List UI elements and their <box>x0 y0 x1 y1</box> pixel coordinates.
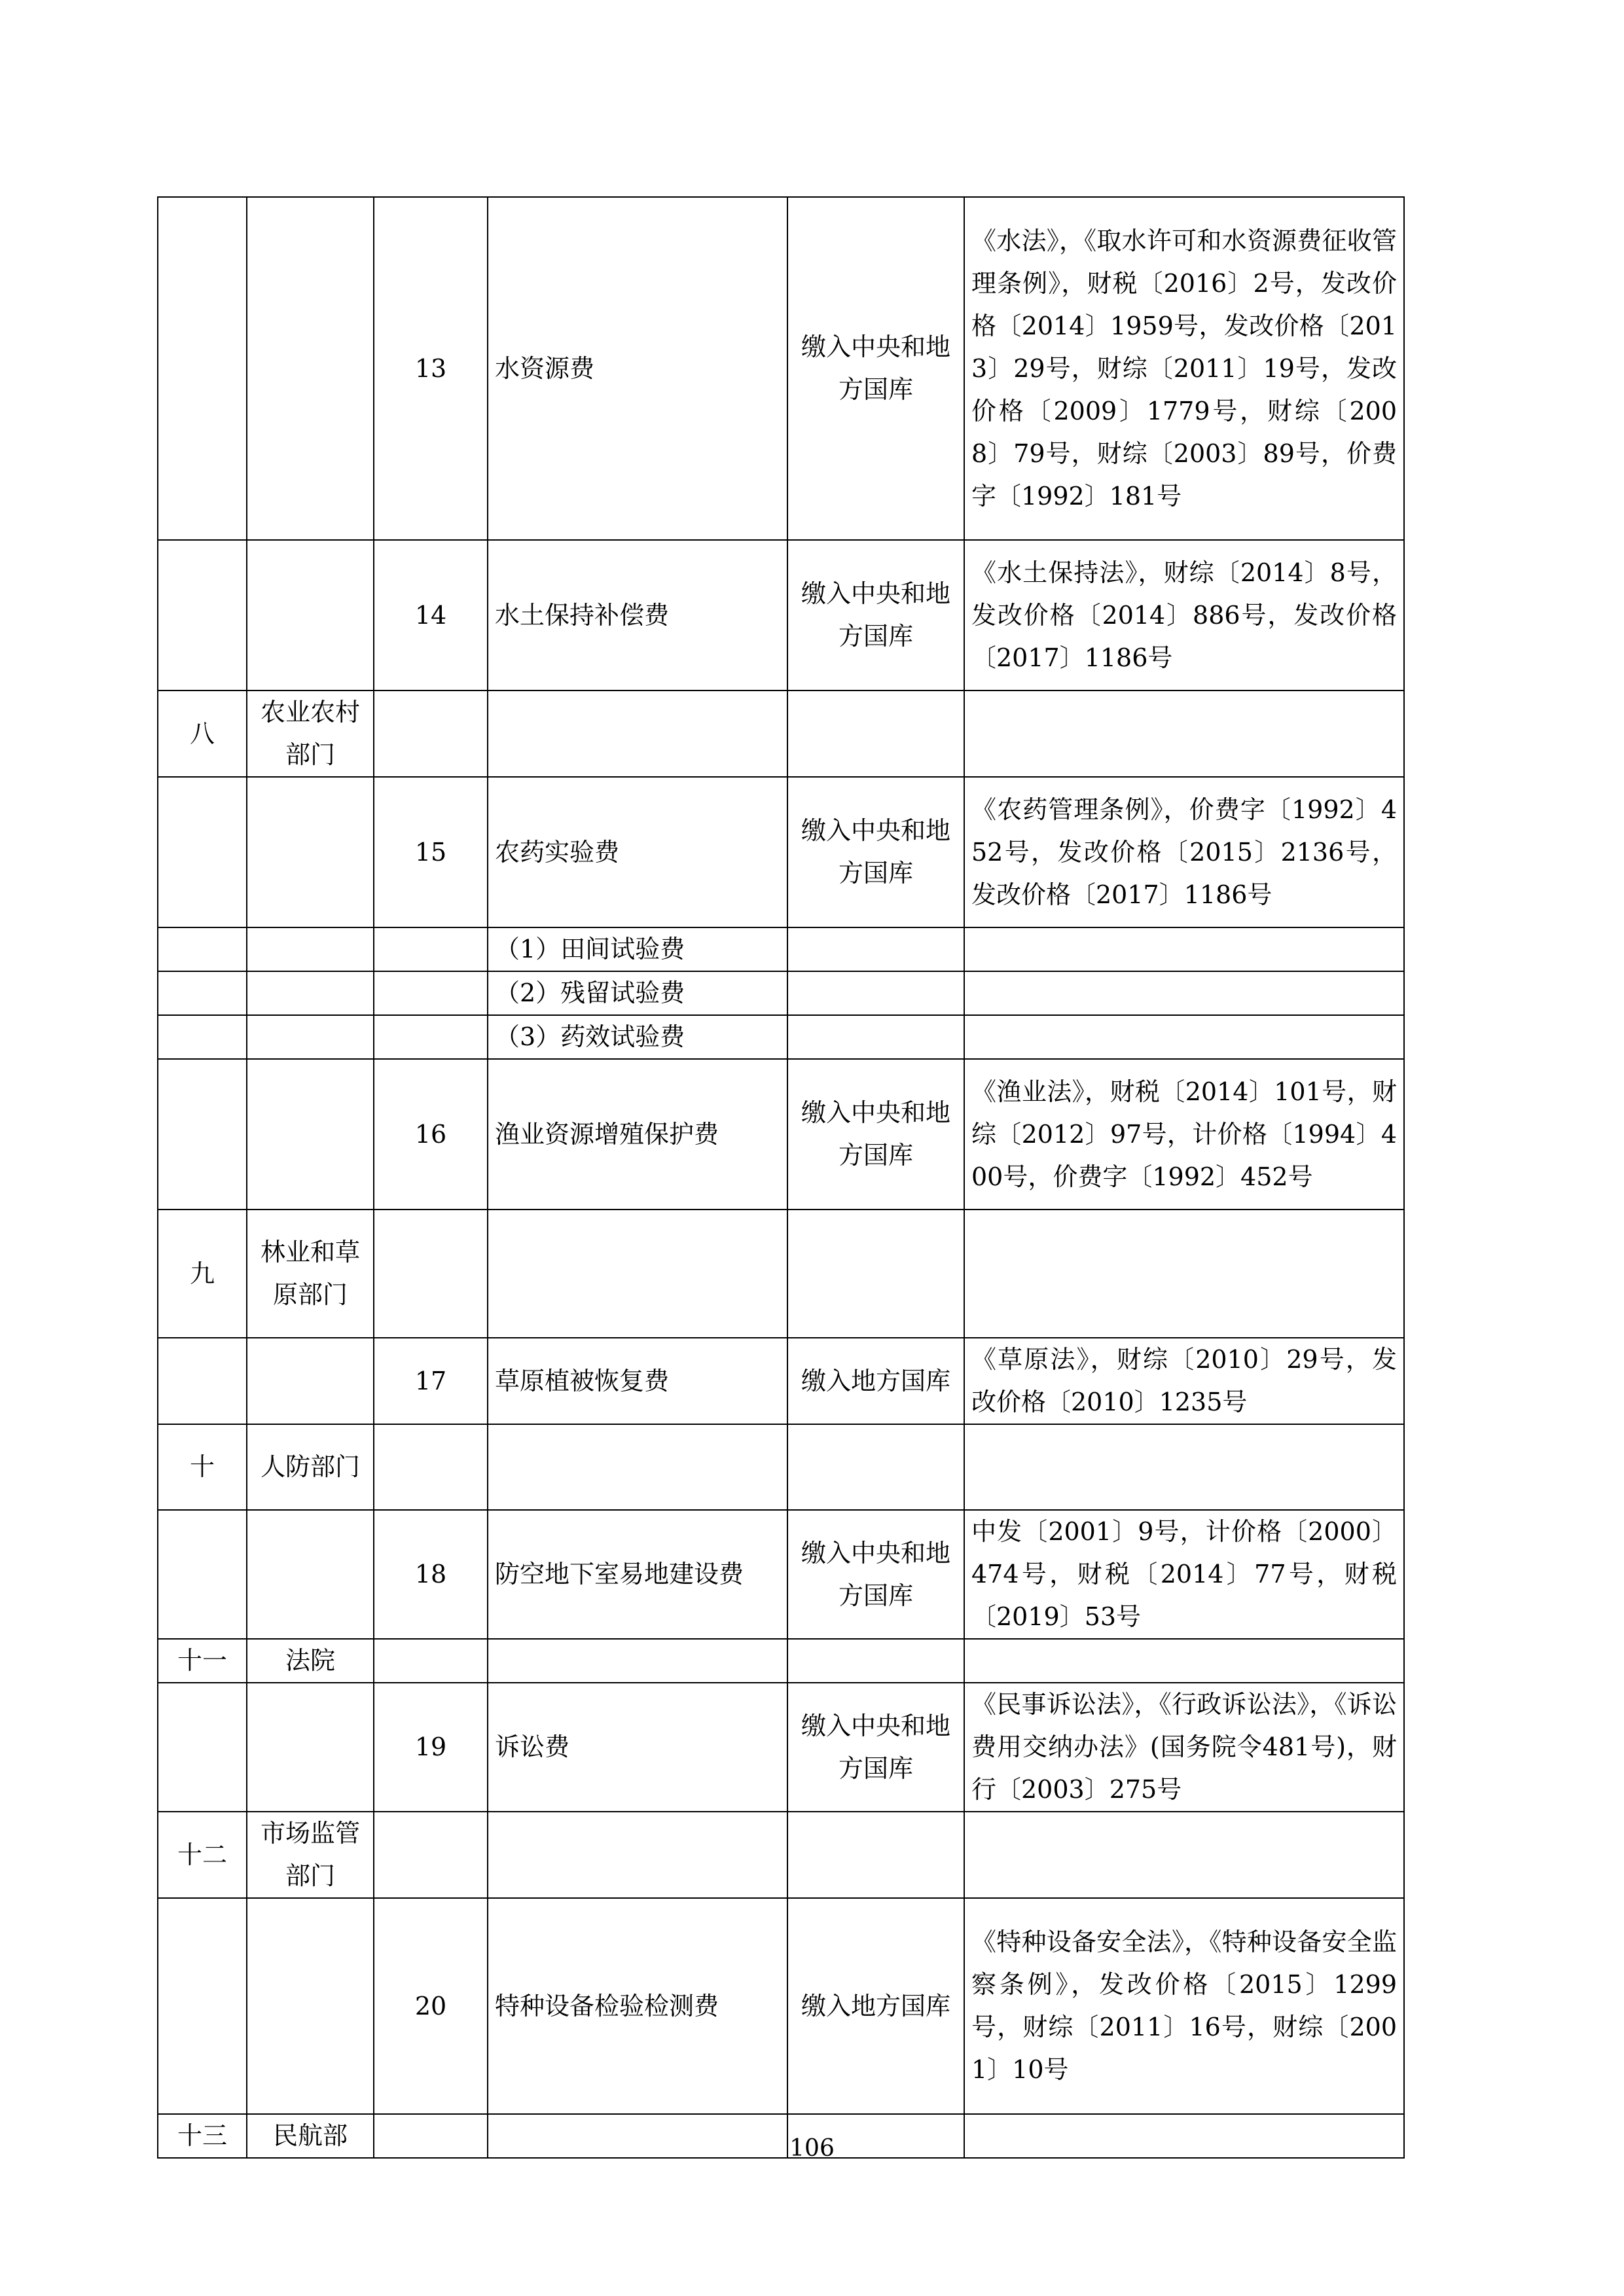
cell-text: 缴入中央和地方国库 <box>801 332 950 404</box>
row-department-cell <box>247 1015 374 1059</box>
item-number-cell <box>374 691 488 777</box>
fee-name-cell <box>488 971 787 1015</box>
row-department-cell <box>247 691 374 777</box>
fee-name-cell <box>488 1639 787 1683</box>
cell-text: （1）田间试验费 <box>495 935 685 963</box>
cell-text: 缴入中央和地方国库 <box>801 579 950 651</box>
table-row <box>158 777 1404 927</box>
cell-text: 中发〔2001〕9号，计价格〔2000〕474号，财税〔2014〕77号，财税〔2019〕53号 <box>971 1517 1397 1631</box>
cell-text: 防空地下室易地建设费 <box>495 1560 744 1588</box>
basis-cell <box>964 1510 1404 1639</box>
fee-name-cell <box>488 1059 787 1210</box>
cell-text: 《民事诉讼法》，《行政诉讼法》，《诉讼费用交纳办法》(国务院令481号)，财行〔2003〕275号 <box>971 1690 1397 1804</box>
cell-text: 13 <box>414 353 447 383</box>
cell-text: 《渔业法》，财税〔2014〕101号，财综〔2012〕97号，计价格〔1994〕400号，价费字〔1992〕452号 <box>971 1077 1397 1191</box>
treasury-cell <box>787 1510 964 1639</box>
cell-text: 缴入地方国库 <box>801 1991 950 2020</box>
cell-text: 缴入地方国库 <box>801 1366 950 1395</box>
cell-text: 缴入中央和地方国库 <box>801 816 950 888</box>
basis-cell <box>964 777 1404 927</box>
table-row <box>158 1683 1404 1812</box>
row-number-cell <box>158 540 247 691</box>
row-number-cell <box>158 1015 247 1059</box>
basis-cell <box>964 1812 1404 1898</box>
treasury-cell <box>787 197 964 540</box>
row-department-cell <box>247 927 374 971</box>
row-number-cell <box>158 1338 247 1424</box>
row-department-cell <box>247 1338 374 1424</box>
fee-name-cell <box>488 1683 787 1812</box>
cell-text: 十二 <box>177 1840 227 1869</box>
fee-name-cell <box>488 777 787 927</box>
item-number-cell <box>374 1898 488 2114</box>
cell-text: 人防部门 <box>260 1452 360 1481</box>
cell-text: 水土保持补偿费 <box>495 600 670 630</box>
row-number-cell <box>158 197 247 540</box>
cell-text: 缴入中央和地方国库 <box>801 1098 950 1170</box>
basis-cell <box>964 1210 1404 1338</box>
cell-text: 19 <box>414 1732 447 1761</box>
cell-text: 诉讼费 <box>495 1732 570 1761</box>
row-number-cell <box>158 1812 247 1898</box>
row-number-cell <box>158 927 247 971</box>
row-number-cell <box>158 1898 247 2114</box>
row-number-cell <box>158 1639 247 1683</box>
row-department-cell <box>247 1424 374 1510</box>
item-number-cell <box>374 1338 488 1424</box>
row-number-cell <box>158 1424 247 1510</box>
treasury-cell <box>787 777 964 927</box>
cell-text: 《草原法》，财综〔2010〕29号，发改价格〔2010〕1235号 <box>971 1345 1397 1416</box>
fee-name-cell <box>488 1424 787 1510</box>
table-row <box>158 540 1404 691</box>
treasury-cell <box>787 1338 964 1424</box>
cell-text: 《水土保持法》，财综〔2014〕8号，发改价格〔2014〕886号，发改价格〔2017〕1186号 <box>971 558 1397 672</box>
treasury-cell <box>787 1898 964 2114</box>
treasury-cell <box>787 1210 964 1338</box>
table-row <box>158 1424 1404 1510</box>
basis-cell <box>964 691 1404 777</box>
treasury-cell <box>787 1683 964 1812</box>
cell-text: 15 <box>414 837 447 867</box>
table-row <box>158 691 1404 777</box>
item-number-cell <box>374 540 488 691</box>
table-row <box>158 197 1404 540</box>
cell-text: 十 <box>189 1452 215 1481</box>
fee-name-cell <box>488 1015 787 1059</box>
basis-cell <box>964 1424 1404 1510</box>
item-number-cell <box>374 1683 488 1812</box>
row-department-cell <box>247 1059 374 1210</box>
cell-text: 17 <box>414 1366 447 1395</box>
cell-text: 特种设备检验检测费 <box>495 1991 719 2020</box>
row-department-cell <box>247 540 374 691</box>
cell-text: 市场监管部门 <box>260 1819 360 1890</box>
cell-text: 16 <box>414 1119 447 1149</box>
row-department-cell <box>247 1510 374 1639</box>
item-number-cell <box>374 927 488 971</box>
cell-text: 缴入中央和地方国库 <box>801 1711 950 1783</box>
fee-name-cell <box>488 1510 787 1639</box>
item-number-cell <box>374 1210 488 1338</box>
row-department-cell <box>247 971 374 1015</box>
table-row <box>158 971 1404 1015</box>
treasury-cell <box>787 1059 964 1210</box>
cell-text: 民航部 <box>272 2121 348 2150</box>
fee-name-cell <box>488 540 787 691</box>
cell-text: 草原植被恢复费 <box>495 1366 670 1395</box>
fee-name-cell <box>488 1338 787 1424</box>
row-number-cell <box>158 691 247 777</box>
cell-text: 水资源费 <box>495 353 595 383</box>
cell-text: 九 <box>189 1259 215 1288</box>
fee-name-cell <box>488 197 787 540</box>
cell-text: 农业农村部门 <box>260 698 360 769</box>
item-number-cell <box>374 777 488 927</box>
table-row <box>158 1338 1404 1424</box>
cell-text: 20 <box>414 1991 447 2020</box>
table-row <box>158 1510 1404 1639</box>
row-department-cell <box>247 777 374 927</box>
cell-text: 《特种设备安全法》，《特种设备安全监察条例》，发改价格〔2015〕1299号，财综〔2011〕16号，财综〔2001〕10号 <box>971 1928 1397 2084</box>
treasury-cell <box>787 1015 964 1059</box>
row-number-cell <box>158 1059 247 1210</box>
row-department-cell <box>247 1683 374 1812</box>
basis-cell <box>964 1015 1404 1059</box>
row-department-cell <box>247 1812 374 1898</box>
table-row <box>158 1898 1404 2114</box>
row-number-cell <box>158 1210 247 1338</box>
cell-text: 18 <box>414 1560 447 1588</box>
cell-text: 林业和草原部门 <box>260 1238 360 1309</box>
fee-name-cell <box>488 691 787 777</box>
fee-name-cell <box>488 1898 787 2114</box>
item-number-cell <box>374 1015 488 1059</box>
table-row <box>158 1015 1404 1059</box>
item-number-cell <box>374 197 488 540</box>
item-number-cell <box>374 971 488 1015</box>
cell-text: 法院 <box>285 1646 335 1675</box>
row-department-cell <box>247 1639 374 1683</box>
basis-cell <box>964 1639 1404 1683</box>
row-number-cell <box>158 971 247 1015</box>
item-number-cell <box>374 1639 488 1683</box>
basis-cell <box>964 1059 1404 1210</box>
treasury-cell <box>787 1639 964 1683</box>
item-number-cell <box>374 1059 488 1210</box>
row-department-cell <box>247 1210 374 1338</box>
cell-text: 十三 <box>177 2121 227 2150</box>
cell-text: （3）药效试验费 <box>495 1022 685 1051</box>
treasury-cell <box>787 1812 964 1898</box>
item-number-cell <box>374 1812 488 1898</box>
cell-text: 八 <box>189 719 215 748</box>
item-number-cell <box>374 1510 488 1639</box>
basis-cell <box>964 927 1404 971</box>
table-row <box>158 1812 1404 1898</box>
row-number-cell <box>158 1510 247 1639</box>
table-row <box>158 1059 1404 1210</box>
treasury-cell <box>787 927 964 971</box>
basis-cell <box>964 971 1404 1015</box>
cell-text: 渔业资源增殖保护费 <box>495 1119 719 1149</box>
table-row <box>158 1639 1404 1683</box>
cell-text: 缴入中央和地方国库 <box>801 1538 950 1610</box>
row-number-cell <box>158 1683 247 1812</box>
basis-cell <box>964 540 1404 691</box>
fee-name-cell <box>488 1210 787 1338</box>
cell-text: 十一 <box>177 1646 227 1675</box>
basis-cell <box>964 197 1404 540</box>
basis-cell <box>964 1683 1404 1812</box>
cell-text: 《农药管理条例》，价费字〔1992〕452号，发改价格〔2015〕2136号，发改价格〔2017〕1186号 <box>971 795 1397 909</box>
table-row <box>158 1210 1404 1338</box>
basis-cell <box>964 1898 1404 2114</box>
cell-text: 《水法》，《取水许可和水资源费征收管理条例》，财税〔2016〕2号，发改价格〔2014〕1959号，发改价格〔2013〕29号，财综〔2011〕19号，发改价格〔2009〕1779号，财综〔2008〕79号，财综〔2003〕89号，价费字〔1992〕181号 <box>971 226 1397 511</box>
treasury-cell <box>787 691 964 777</box>
basis-cell <box>964 1338 1404 1424</box>
page-number: 106 <box>789 2135 835 2162</box>
cell-text: （2）残留试验费 <box>495 978 685 1007</box>
row-department-cell <box>247 1898 374 2114</box>
treasury-cell <box>787 971 964 1015</box>
cell-text: 14 <box>414 600 447 630</box>
item-number-cell <box>374 1424 488 1510</box>
treasury-cell <box>787 1424 964 1510</box>
row-department-cell <box>247 197 374 540</box>
row-number-cell <box>158 777 247 927</box>
cell-text: 农药实验费 <box>495 837 620 867</box>
fee-name-cell <box>488 1812 787 1898</box>
fee-name-cell <box>488 927 787 971</box>
treasury-cell <box>787 540 964 691</box>
fee-table <box>157 196 1405 2159</box>
table-row <box>158 927 1404 971</box>
